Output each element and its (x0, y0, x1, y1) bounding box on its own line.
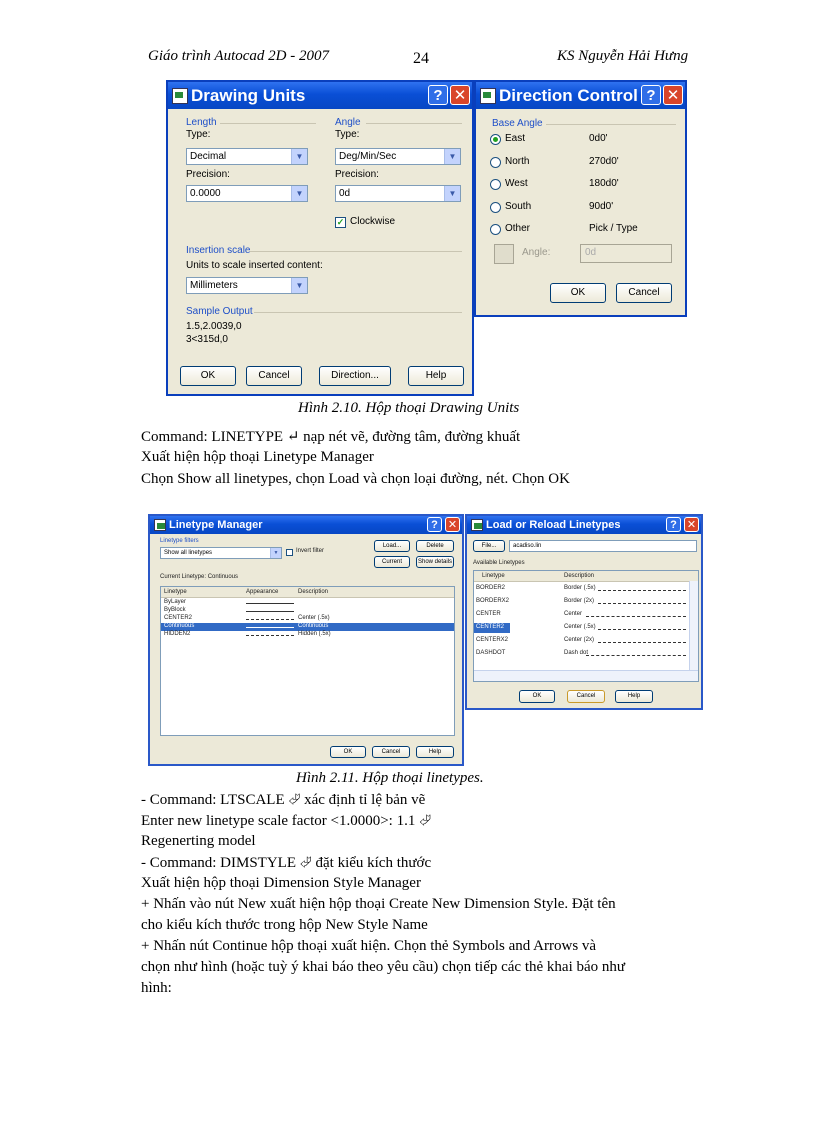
direction-control-dialog (474, 80, 687, 317)
length-group-label: Length (186, 117, 217, 128)
help-button[interactable]: Help (615, 690, 653, 703)
autocad-app-icon (154, 519, 166, 531)
drawing-units-dialog (166, 80, 474, 396)
col-linetype: Linetype (482, 573, 505, 579)
row-description: Border (.5x) (564, 585, 596, 591)
chevron-down-icon[interactable]: ▼ (444, 186, 460, 201)
row-description: Center (2x) (564, 637, 595, 643)
chevron-down-icon[interactable]: ▼ (444, 149, 460, 164)
list-item[interactable]: CENTER (476, 611, 501, 617)
appearance-line (586, 655, 686, 656)
other-radio[interactable] (490, 224, 501, 235)
other-label: Other (505, 223, 531, 234)
cancel-button[interactable]: Cancel (246, 366, 302, 386)
angle-input[interactable]: 0d (580, 244, 672, 263)
length-group-line (220, 123, 316, 124)
direction-control-titlebar (476, 82, 685, 109)
invert-filter-checkbox[interactable] (286, 549, 293, 556)
list-item[interactable]: CENTER2 (164, 615, 193, 621)
close-icon[interactable]: ✕ (663, 85, 683, 105)
list-item[interactable]: ByLayer (164, 599, 187, 605)
help-button[interactable]: Help (416, 746, 454, 758)
base-angle-label: Base Angle (492, 118, 543, 129)
chevron-down-icon[interactable]: ▼ (291, 186, 307, 201)
close-icon[interactable]: ✕ (450, 85, 470, 105)
text-line-2: Xuất hiện hộp thoại Linetype Manager (141, 449, 374, 465)
row-description: Center (564, 611, 583, 617)
chevron-down-icon[interactable]: ▼ (270, 548, 281, 558)
west-radio[interactable] (490, 179, 501, 190)
insertion-units-select[interactable] (186, 277, 308, 294)
list-item[interactable]: DASHDOT (476, 650, 506, 656)
text2-line-3: Regenerting model (141, 833, 256, 849)
text2-line-4: - Command: DIMSTYLE ⮰ đặt kiểu kích thước (141, 855, 432, 871)
autocad-app-icon (471, 519, 483, 531)
insertion-group-line (250, 251, 462, 252)
angle-group-line (366, 123, 462, 124)
clockwise-checkbox[interactable]: ✓ (336, 217, 345, 227)
list-item[interactable]: Continuous (164, 623, 195, 629)
length-precision-select[interactable] (186, 185, 308, 202)
row-description: Continuous (298, 623, 329, 629)
chevron-down-icon[interactable]: ▼ (291, 278, 307, 293)
list-item[interactable]: CENTER2 (476, 624, 505, 630)
row-description: Dash dot (564, 650, 589, 656)
sample-line-1: 1.5,2.0039,0 (186, 321, 242, 332)
north-value: 270d0' (589, 156, 619, 167)
row-description: Center (.5x) (298, 615, 330, 621)
appearance-line (246, 603, 294, 604)
text-line-1: Command: LINETYPE ↵ nạp nét vẽ, đường tâm, đường khuất (141, 429, 521, 445)
other-value: Pick / Type (589, 223, 638, 234)
help-icon[interactable]: ? (641, 85, 661, 105)
appearance-line (598, 642, 686, 643)
row-description: Hidden (.5x) (298, 631, 331, 637)
ok-button[interactable]: OK (180, 366, 236, 386)
appearance-line (246, 635, 294, 636)
ok-button[interactable]: OK (519, 690, 555, 703)
col-appearance: Appearance (246, 589, 279, 595)
south-label: South (505, 201, 532, 212)
insertion-group-label: Insertion scale (186, 245, 251, 256)
load-linetypes-dialog (465, 514, 703, 710)
vertical-scrollbar[interactable] (689, 581, 698, 671)
filters-label: Linetype filters (160, 538, 199, 544)
list-item[interactable]: BORDER2 (476, 585, 506, 591)
close-icon[interactable]: ✕ (684, 517, 699, 532)
text2-para2-c: hình: (141, 980, 172, 996)
load-linetypes-titlebar (467, 516, 701, 534)
length-type-select[interactable] (186, 148, 308, 165)
col-linetype: Linetype (164, 589, 187, 595)
text2-para1-b: cho kiểu kích thước trong hộp New Style Name (141, 917, 428, 933)
cancel-button[interactable]: Cancel (372, 746, 410, 758)
ok-button[interactable]: OK (330, 746, 366, 758)
linetype-list[interactable] (160, 586, 455, 736)
header-left: Giáo trình Autocad 2D - 2007 (148, 48, 329, 64)
file-input[interactable]: acadiso.lin (509, 540, 697, 552)
angle-precision-value: 0d (339, 188, 351, 199)
drawing-units-titlebar (168, 82, 472, 109)
angle-group-label: Angle (335, 117, 361, 128)
invert-filter-label: Invert filter (296, 548, 325, 554)
sample-group-label: Sample Output (186, 306, 253, 317)
delete-button[interactable]: Delete (416, 540, 454, 552)
insertion-units-label: Units to scale inserted content: (186, 260, 323, 271)
show-details-button[interactable]: Show details (416, 556, 454, 568)
length-precision-label: Precision: (186, 169, 230, 180)
col-description: Description (564, 573, 595, 579)
help-icon[interactable]: ? (427, 517, 442, 532)
angle-type-label: Type: (335, 129, 360, 140)
figure-2-10-caption: Hình 2.10. Hộp thoại Drawing Units (298, 400, 520, 416)
north-label: North (505, 156, 530, 167)
figure-2-11-caption: Hình 2.11. Hộp thoại linetypes. (296, 770, 484, 786)
angle-precision-select[interactable] (335, 185, 461, 202)
col-description: Description (298, 589, 329, 595)
insertion-units-value: Millimeters (190, 280, 238, 291)
angle-label: Angle: (522, 247, 551, 258)
appearance-line (246, 619, 294, 620)
east-label: East (505, 133, 526, 144)
row-description: Border (2x) (564, 598, 595, 604)
chevron-down-icon[interactable]: ▼ (291, 149, 307, 164)
horizontal-scrollbar[interactable] (474, 670, 698, 681)
help-icon[interactable]: ? (666, 517, 681, 532)
appearance-line (246, 627, 294, 628)
clockwise-label: Clockwise (350, 216, 396, 227)
length-type-value: Decimal (190, 151, 227, 162)
cancel-button[interactable]: Cancel (567, 690, 605, 703)
linetype-manager-dialog (148, 514, 464, 766)
list-item[interactable]: CENTERX2 (476, 637, 509, 643)
cancel-button[interactable]: Cancel (616, 283, 672, 303)
list-item[interactable]: ByBlock (164, 607, 186, 613)
west-label: West (505, 178, 528, 189)
linetype-manager-titlebar (150, 516, 462, 534)
header-right: KS Nguyễn Hải Hưng (557, 48, 689, 64)
text2-para1-a: + Nhấn vào nút New xuất hiện hộp thoại Create New Dimension Style. Đặt tên (141, 896, 616, 912)
autocad-app-icon (172, 88, 188, 104)
text-line-3: Chọn Show all linetypes, chọn Load và chọn loại đường, nét. Chọn OK (141, 471, 570, 487)
west-value: 180d0' (589, 178, 619, 189)
close-icon[interactable]: ✕ (445, 517, 460, 532)
appearance-line (246, 611, 294, 612)
available-list[interactable] (473, 570, 699, 682)
text2-para2-a: + Nhấn nút Continue hộp thoại xuất hiện. Chọn thẻ Symbols and Arrows và (141, 938, 597, 954)
east-value: 0d0' (589, 133, 608, 144)
appearance-line (598, 590, 686, 591)
north-radio[interactable] (490, 157, 501, 168)
load-linetypes-title: Load or Reload Linetypes (486, 519, 621, 531)
ok-button[interactable]: OK (550, 283, 606, 303)
direction-button[interactable]: Direction... (319, 366, 391, 386)
text2-line-2: Enter new linetype scale factor <1.0000>: 1.1 ⮰ (141, 813, 432, 829)
page-number: 24 (413, 50, 429, 67)
length-precision-value: 0.0000 (190, 188, 221, 199)
linetype-manager-title: Linetype Manager (169, 519, 263, 531)
row-description: Center (.5x) (564, 624, 596, 630)
autocad-app-icon (480, 88, 496, 104)
angle-precision-label: Precision: (335, 169, 379, 180)
south-radio[interactable] (490, 202, 501, 213)
appearance-line (598, 603, 686, 604)
direction-control-title: Direction Control (499, 85, 638, 105)
text2-para2-b: chọn như hình (hoặc tuỳ ý khai báo theo yêu cầu) chọn tiếp các thẻ khai báo như (141, 959, 626, 975)
text2-line-5: Xuất hiện hộp thoại Dimension Style Manager (141, 875, 421, 891)
pick-angle-icon[interactable] (494, 244, 514, 264)
help-button[interactable]: Help (408, 366, 464, 386)
appearance-line (598, 629, 686, 630)
current-linetype-label: Current Linetype: Continuous (160, 574, 239, 580)
filter-value: Show all linetypes (164, 550, 213, 556)
south-value: 90d0' (589, 201, 614, 212)
angle-type-select[interactable] (335, 148, 461, 165)
east-radio[interactable] (490, 134, 501, 145)
text2-line-1: - Command: LTSCALE ⮰ xác định tỉ lệ bản vẽ (141, 792, 426, 808)
appearance-line (586, 616, 686, 617)
file-button[interactable]: File... (473, 540, 505, 552)
load-button[interactable]: Load... (374, 540, 410, 552)
list-item[interactable]: BORDERX2 (476, 598, 510, 604)
available-label: Available Linetypes (473, 560, 525, 566)
angle-type-value: Deg/Min/Sec (339, 151, 397, 162)
sample-line-2: 3<315d,0 (186, 334, 228, 345)
sample-group-line (254, 312, 462, 313)
current-button[interactable]: Current (374, 556, 410, 568)
drawing-units-title: Drawing Units (191, 85, 306, 105)
list-item[interactable]: HIDDEN2 (164, 631, 191, 637)
length-type-label: Type: (186, 129, 211, 140)
filter-select[interactable] (160, 547, 282, 559)
help-icon[interactable]: ? (428, 85, 448, 105)
base-angle-line (546, 124, 676, 125)
